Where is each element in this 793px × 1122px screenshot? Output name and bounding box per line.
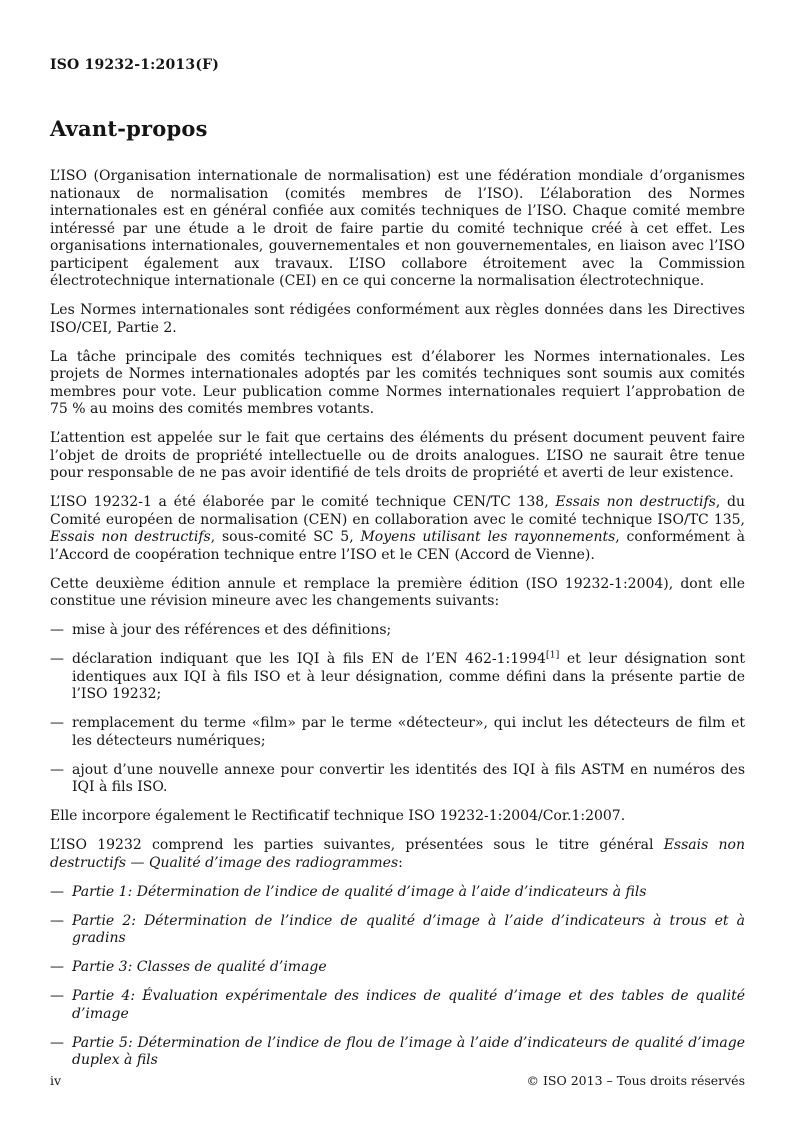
list-item (50, 988, 745, 1023)
paragraph-committee-task: La tâche principale des comités techniques est d’élaborer les Normes internationales. Les projets de Normes internationales adoptés par les comités techniques sont soumis aux comités membres pour vote. Leur publication comme Normes internationales requiert l’approbation de 75 % au moins des comités membres votants. (50, 348, 745, 417)
text-segment: et leur désignation sont identiques aux IQI à fils ISO et à leur désignation, comme défini dans la présente partie de l’ISO 19232; (72, 651, 745, 702)
paragraph-second-edition: Cette deuxième édition annule et remplace la première édition (ISO 19232-1:2004), dont elle constitue une révision mineure avec les changements suivants: (50, 575, 745, 609)
list-item (50, 651, 745, 704)
text-segment-italic: Moyens utilisant les rayonnements (360, 529, 616, 545)
list-item-text: Partie 5: Détermination de l’indice de flou de l’image à l’aide d’indicateurs de qualité d’image duplex à fils (72, 1034, 745, 1068)
text-segment: , du Comité européen de normalisation (CEN) en collaboration avec le comité technique ISO/TC 135, (50, 494, 745, 528)
list-item (50, 884, 745, 902)
reference-superscript: [1] (545, 649, 560, 661)
list-item (50, 622, 745, 640)
list-item-text: Partie 1: Détermination de l’indice de qualité d’image à l’aide d’indicateurs à fils (72, 883, 647, 900)
page-number: iv (50, 1073, 62, 1088)
document-reference: ISO 19232-1:2013(F) (50, 57, 220, 73)
paragraph-elaboration (50, 494, 745, 564)
text-segment-italic: Essais non destructifs (50, 529, 211, 545)
parts-list (50, 884, 745, 1070)
list-item-text: Partie 3: Classes de qualité d’image (72, 959, 327, 975)
list-item-text: ajout d’une nouvelle annexe pour convertir les identités des IQI à fils ASTM en numéros des IQI à fils ISO. (72, 761, 745, 795)
dash-marker: — (50, 883, 64, 900)
dash-marker: — (50, 761, 64, 778)
list-item (50, 959, 745, 977)
dash-marker: — (50, 651, 64, 667)
paragraph-iso-intro: L’ISO (Organisation internationale de normalisation) est une fédération mondiale d’organismes nationaux de normalisation (comités membres de l’ISO). L’élaboration des Normes internationales est en général confiée aux comités techniques de l’ISO. Chaque comité membre intéressé par une étude a le droit de faire partie du comité technique créé à cet effet. Les organisations internationales, gouvernementales et non gouvernementales, en liaison avec l’ISO participent également aux travaux. L’ISO collabore étroitement avec la Commission électrotechnique internationale (CEI) en ce qui concerne la normalisation électrotechnique. (50, 168, 745, 289)
list-item (50, 715, 745, 750)
text-segment: L’ISO 19232 comprend les parties suivantes, présentées sous le titre général (50, 837, 664, 853)
list-item-text: mise à jour des références et des définitions; (72, 622, 392, 638)
list-item (50, 762, 745, 797)
text-segment: déclaration indiquant que les IQI à fils EN de l’EN 462-1:1994 (72, 651, 546, 667)
list-item-text (72, 651, 745, 704)
copyright-notice: © ISO 2013 – Tous droits réservés (526, 1073, 745, 1088)
dash-marker: — (50, 988, 64, 1004)
list-item-text: remplacement du terme «film» par le terme «détecteur», qui inclut les détecteurs de film et les détecteurs numériques; (72, 715, 745, 749)
dash-marker: — (50, 959, 64, 975)
text-segment: : (398, 854, 403, 871)
dash-marker: — (50, 715, 64, 731)
list-item-text: Partie 2: Détermination de l’indice de qualité d’image à l’aide d’indicateurs à trous et à gradins (72, 912, 745, 946)
dash-marker: — (50, 1034, 64, 1051)
dash-marker: — (50, 912, 64, 929)
text-segment: L’ISO 19232-1 a été élaborée par le comité technique CEN/TC 138, (50, 494, 556, 510)
list-item (50, 913, 745, 948)
text-segment: , sous-comité SC 5, (210, 529, 361, 545)
changes-list (50, 622, 745, 797)
text-segment-italic: Essais non destructifs (555, 494, 716, 510)
text-segment-italic: Essais non destructifs — Qualité d’image des radiogrammes (50, 837, 745, 871)
text-segment: , conformément à l’Accord de coopération technique entre l’ISO et le CEN (Accord de Vienne). (50, 529, 746, 563)
dash-marker: — (50, 622, 64, 638)
foreword-title: Avant-propos (50, 116, 208, 141)
list-item-text: Partie 4: Évaluation expérimentale des indices de qualité d’image et des tables de qualité d’image (72, 988, 745, 1022)
list-item (50, 1035, 745, 1070)
paragraph-corrigendum: Elle incorpore également le Rectificatif technique ISO 19232-1:2004/Cor.1:2007. (50, 808, 626, 824)
paragraph-patent-rights: L’attention est appelée sur le fait que certains des éléments du présent document peuvent faire l’objet de droits de propriété intellectuelle ou de droits analogues. L’ISO ne saurait être tenue pour responsable de ne pas avoir identifié de tels droits de propriété et averti de leur existence. (50, 430, 745, 481)
paragraph-directives: Les Normes internationales sont rédigées conformément aux règles données dans les Directives ISO/CEI, Partie 2. (50, 302, 745, 336)
page-header (50, 54, 745, 72)
paragraph-series-intro (50, 837, 745, 872)
page-footer (50, 1073, 745, 1088)
